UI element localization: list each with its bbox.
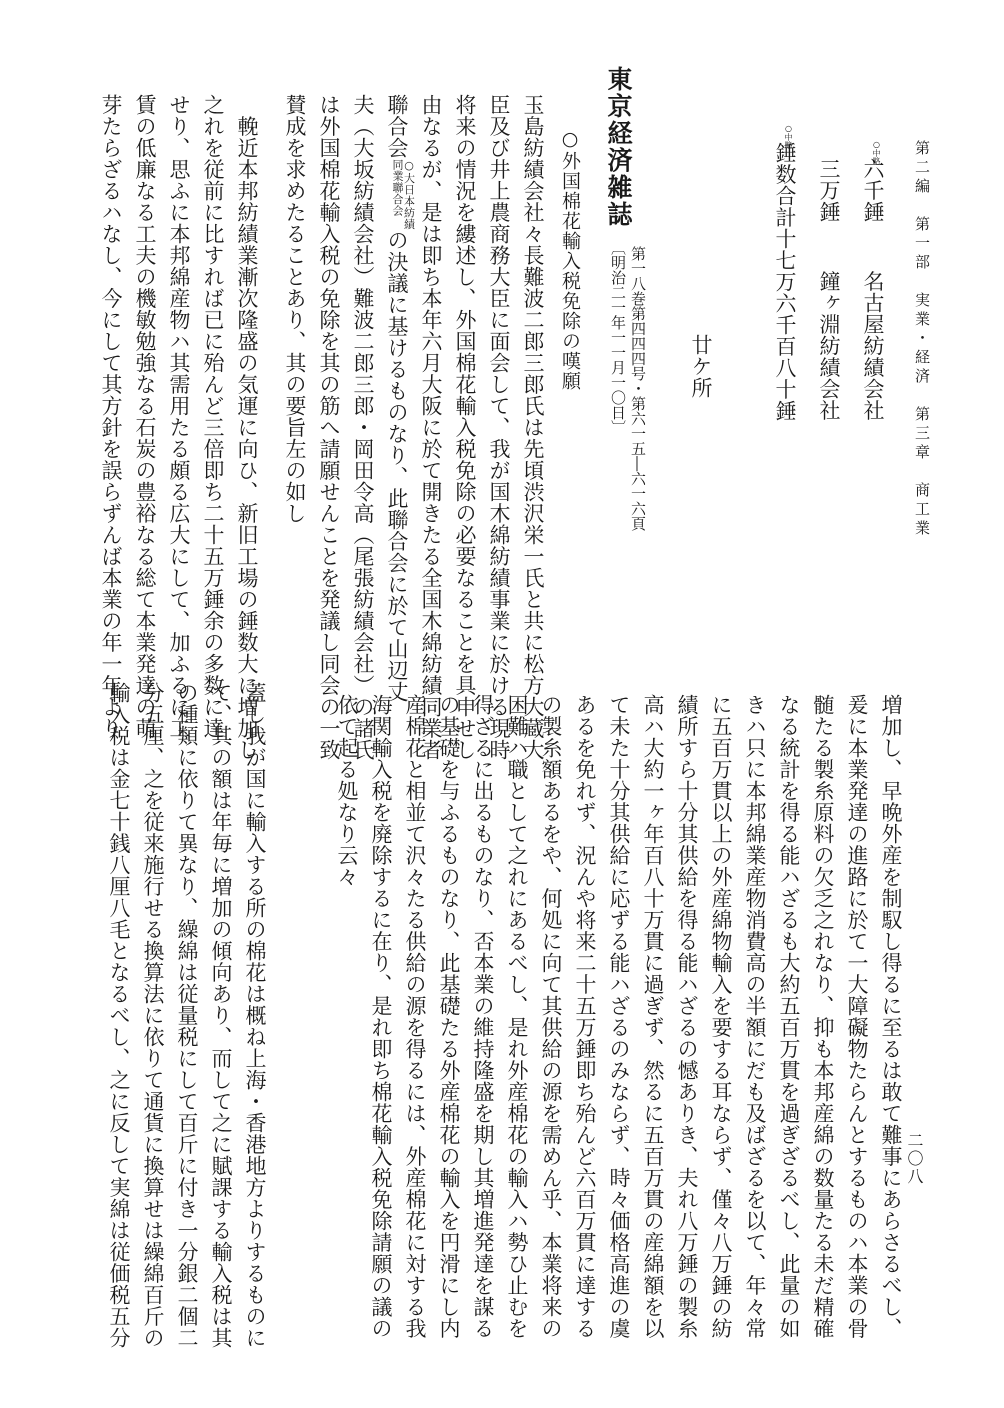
- body-line: 依て起る処なり云々: [335, 694, 359, 888]
- source-reference: 第一八巻第四四四号・第六一五―六一六頁: [629, 246, 647, 531]
- source-date: 〔明治二一年一一月一〇日〕: [609, 240, 627, 435]
- body-line: 増加し、早晩外産を制馭し得るに至るは敢て難事にあらさるべし、: [879, 694, 903, 1339]
- spindle-total: 錘数合計十七万六千百八十錘: [773, 142, 797, 422]
- source-title: 東京経済雑誌: [604, 66, 633, 228]
- omission-mark: ○中略: [784, 124, 793, 149]
- body-line: の基礎を与ふるものなり、此基礎たる外産棉花の輸入を円滑にし内: [437, 694, 461, 1339]
- body-line: 之れを従前に比すれば已に殆んど三倍即ち二十五万錘余の多数に達: [201, 94, 225, 739]
- body-line: 由なるが、是は即ち本年六月大阪に於て開きたる全国木綿紡績同業者: [419, 94, 443, 761]
- body-line: て未た十分其供給に応ずる能ハざるのみならず、時々価格高進の虞: [607, 694, 631, 1339]
- body-line: [386, 94, 415, 703]
- body-line: 績所すら十分其供給を得る能ハざるの憾ありき、夫れ八万錘の製糸: [675, 694, 699, 1339]
- body-line: 賃の低廉なる工夫の機敏勉強なる石炭の豊裕なる総て本業発達の萌: [133, 94, 157, 739]
- body-line: 産棉花と相並て沢々たる供給の源を得るには、外産棉花に対する我: [403, 694, 427, 1339]
- note-line: ○大日本紡績: [402, 158, 416, 230]
- body-line: は外国棉花輸入税の免除を其の筋へ請願せんことを発議し同会の一致: [317, 94, 341, 761]
- body-text-segment: の決議に基けるものなり、此聯合会に於て山辺丈: [385, 229, 409, 703]
- body-line: 賛成を求めたることあり、其の要旨左の如し: [283, 94, 307, 524]
- spindle-row: [862, 158, 883, 421]
- spindle-count: 六千錘: [861, 158, 885, 223]
- company-name: 名古屋紡績会社: [861, 270, 885, 421]
- body-line: 輸入税は金七十銭八厘八毛となるべし、之に反して実綿は従価税五分: [107, 682, 131, 1349]
- spindle-row: [818, 158, 839, 421]
- body-line: て、其の額は年毎に増加の傾向あり、而して之に賦課する輸入税は其: [209, 682, 233, 1349]
- body-line: 高ハ大約一ヶ年百八十万貫に過ぎず、然るに五百万貫の産綿額を以: [641, 694, 665, 1339]
- body-line: 輓近本邦紡績業漸次隆盛の気運に向ひ、新旧工場の錘数大に増加し: [235, 94, 259, 761]
- spindle-count: 三万錘: [817, 158, 841, 223]
- company-name: 鐘ヶ淵紡績会社: [817, 270, 841, 421]
- article-heading: ○外国棉花輸入税免除の嘆願: [559, 128, 581, 391]
- body-line: に五百万貫以上の外産綿物輸入を要する耳ならず、僅々八万錘の紡: [709, 694, 733, 1339]
- body-line: の製糸額あるをや、何処に向て其供給の源を需めん乎、本業将来の: [539, 694, 563, 1339]
- body-line: せり、思ふに本邦綿産物ハ其需用たる頗る広大にして、加ふるに工: [167, 94, 191, 739]
- body-line: 海関輸入税を廃除するに在り、是れ即ち棉花輸入税免除請願の議の: [369, 694, 393, 1339]
- body-line: 蓋し我が国に輸入する所の棉花は概ね上海・香港地方よりするものに: [243, 682, 267, 1349]
- page-number: 二〇八: [905, 1132, 924, 1186]
- interlinear-note: [391, 159, 414, 230]
- body-line: の種類に依りて異なり、繰綿は従量税にして百斤に付き一分銀二個二: [175, 682, 199, 1349]
- body-text-segment: 聯合会: [385, 94, 409, 159]
- body-line: あるを免れず、況んや将来二十五万錘即ち殆んど六百万貫に達する: [573, 694, 597, 1339]
- body-line: 芽たらざるハなし、今にして其方針を誤らずんば本業の年一年より: [99, 94, 123, 739]
- note-line: 同業聯合会: [391, 158, 404, 216]
- body-line: 夫（大坂紡績会社）難波二郎三郎・岡田令高（尾張紡績会社）の諸氏: [351, 94, 375, 761]
- omission-mark: ○中略: [872, 140, 881, 165]
- body-line: 爰に本業発達の進路に於て一大障礙物たらんとするものハ本業の骨: [845, 694, 869, 1339]
- body-line: 髄たる製糸原料の欠乏之れなり、抑も本邦産綿の数量たる未だ精確: [811, 694, 835, 1339]
- running-head: 第二編 第一部 実業・経済 第三章 商工業: [913, 140, 931, 539]
- body-line: 臣及び井上農商務大臣に面会して、我が国木綿紡績事業に於ける現時: [487, 94, 511, 761]
- body-line: 将来の情況を縷述し、外国棉花輸入税免除の必要なることを具申せし: [453, 94, 477, 761]
- body-line: なる統計を得る能ハざるも大約五百万貫を過ぎざるべし、此量の如: [777, 694, 801, 1339]
- factory-count: 廿ケ所: [689, 334, 713, 399]
- body-line: 分五厘、之を従来施行せる換算法に依りて通貨に換算せは繰綿百斤の: [141, 682, 165, 1349]
- body-line: 困難ハ職として之れにあるべし、是れ外産棉花の輸入ハ勢ひ止むを: [505, 694, 529, 1339]
- body-line: 玉島紡績会社々長難波二郎三郎氏は先頃渋沢栄一氏と共に松方大蔵大: [521, 94, 545, 761]
- body-line: 得ざるに出るものなり、否本業の維持隆盛を期し其増進発達を謀る: [471, 694, 495, 1339]
- body-line: きハ只に本邦綿業産物消費高の半額にだも及ばざるを以て、年々常: [743, 694, 767, 1339]
